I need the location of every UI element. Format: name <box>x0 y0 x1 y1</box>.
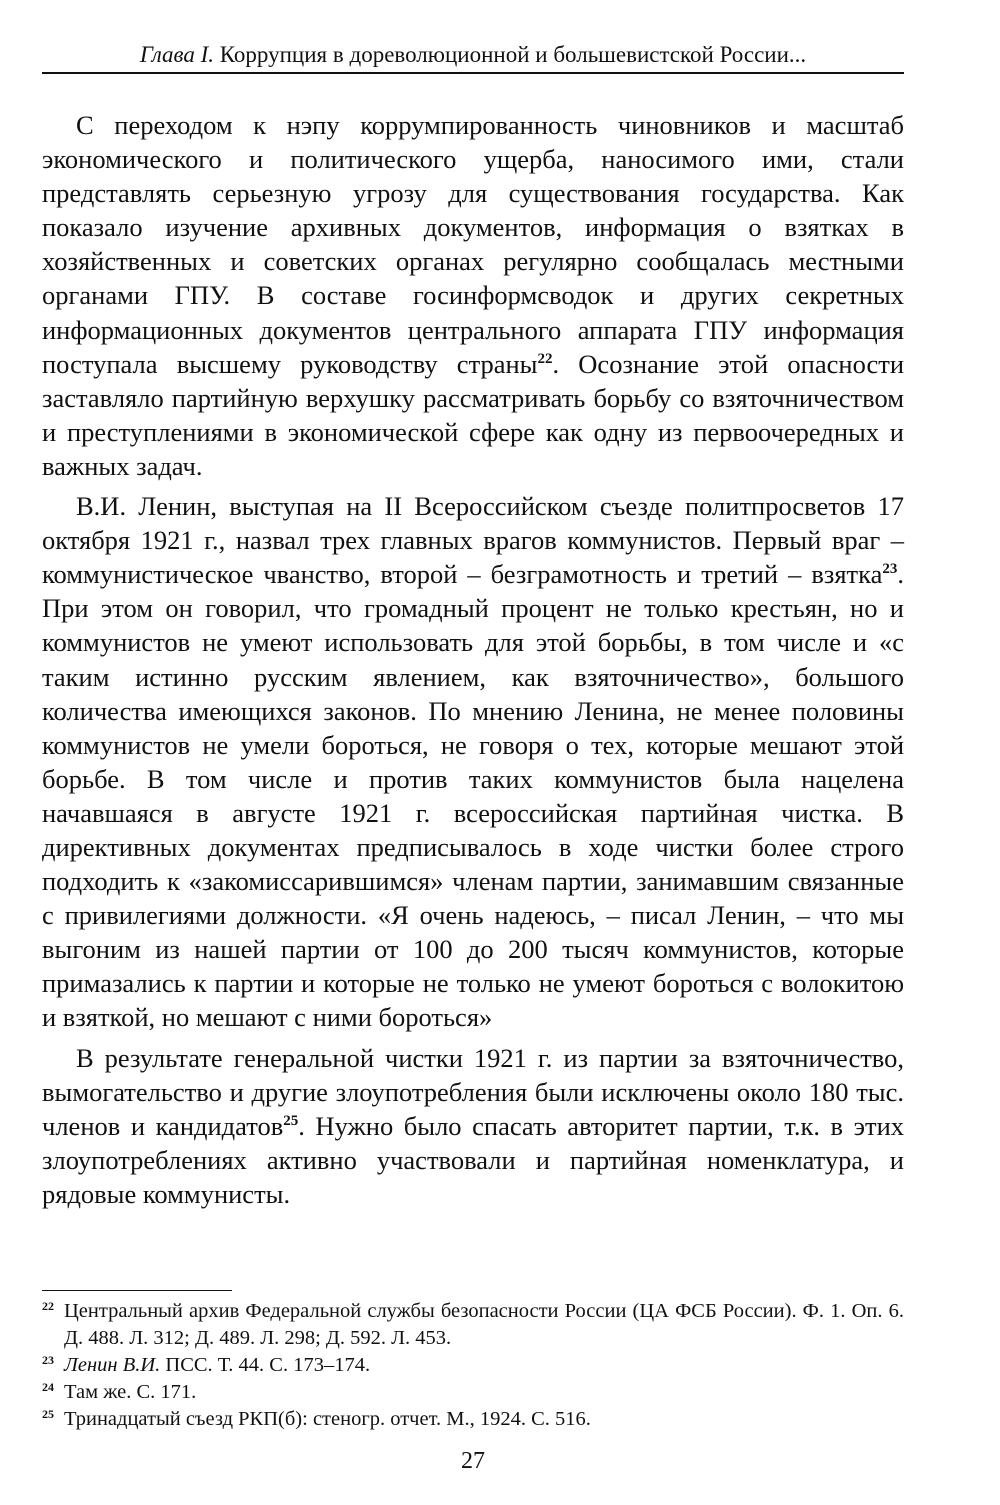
footnote-text: Тринадцатый съезд РКП(б): стеногр. отчет. М., 1924. С. 516. <box>64 1408 591 1430</box>
paragraph <box>42 1041 904 1211</box>
footnote-number: 23 <box>42 1353 54 1367</box>
paragraph <box>42 108 904 483</box>
page-number: 27 <box>461 1448 485 1474</box>
footnote-ref: 22 <box>537 350 553 367</box>
body-text <box>42 108 904 1217</box>
paragraph-text: В результате генеральной чистки 1921 г. из партии за взяточничество, вымогательство и другие злоупотребления были исключены около 180 тыс. членов и кандидатов <box>42 1042 904 1141</box>
footnote-number: 22 <box>42 1299 54 1313</box>
paragraph <box>42 489 904 1035</box>
header-rule <box>42 72 904 74</box>
paragraph-text: . Осознание этой опасности заставляло партийную верхушку рассматривать борьбу со взяточничеством и преступлениями в экономической сфере как одну из первоочередных и важных задач. <box>42 348 904 481</box>
footnote-text: Там же. С. 171. <box>64 1381 197 1403</box>
footnotes <box>42 1298 904 1433</box>
footnote <box>42 1298 904 1352</box>
chapter-title: Коррупция в дореволюционной и большевистской России... <box>219 42 807 67</box>
footnote-ref: 25 <box>283 1112 299 1129</box>
footnote-number: 25 <box>42 1407 54 1421</box>
chapter-label: Глава I. <box>139 42 214 67</box>
footnote-ref: 23 <box>882 561 898 578</box>
footnote-author: Ленин В.И. <box>64 1354 161 1376</box>
footnote-text: Центральный архив Федеральной службы безопасности России (ЦА ФСБ России). Ф. 1. Оп. 6. Д. 488. Л. 312; Д. 489. Л. 298; Д. 592. Л. 453. <box>64 1300 904 1349</box>
paragraph-text: . При этом он говорил, что громадный процент не только крестьян, но и коммунистов не умеют использовать для этой борьбы, в том числе и «с таким истинно русским явлением, как взяточничество», большого количества имеющихся законов. По мнению Ленина, не менее половины коммунистов не умели бороться, не говоря о тех, которые мешают этой борьбе. В том числе и против таких коммунистов была нацелена начавшаяся в августе 1921 г. всероссийская партийная чистка. В директивных документах предписывалось в ходе чистки более строго подходить к «закомиссарившимся» членам партии, занимавшим связанные с привилегиями должности. «Я очень надеюсь, – писал Ленин, – что мы выгоним из нашей партии от 100 до 200 тысяч коммунистов, которые примазались к партии и которые не только не умеют бороться с волокитою и взяткой, но мешают с ними бороться» <box>42 559 904 1033</box>
running-header <box>42 40 904 70</box>
footnote <box>42 1379 904 1406</box>
paragraph-text: В.И. Ленин, выступая на II Всероссийском съезде политпросветов 17 октября 1921 г., назвал трех главных врагов коммунистов. Первый враг – коммунистическое чванство, второй – безграмотность и третий – взятка <box>42 491 904 590</box>
footnote-text: ПСС. Т. 44. С. 173–174. <box>160 1354 371 1376</box>
footnote-rule <box>42 1290 232 1291</box>
footnote <box>42 1352 904 1379</box>
footnote-number: 24 <box>42 1380 54 1394</box>
footnote <box>42 1406 904 1433</box>
paragraph-text: . Нужно было спасать авторитет партии, т.к. в этих злоупотреблениях активно участвовали и партийная номенклатура, и рядовые коммунисты. <box>42 1110 904 1209</box>
paragraph-text: С переходом к нэпу коррумпированность чиновников и масштаб экономического и политического ущерба, наносимого ими, стали представлять серьезную угрозу для существования государства. Как показало изучение архивных документов, информация о взятках в хозяйственных и советских органах регулярно сообщалась местными органами ГПУ. В составе госинформсводок и других секретных информационных документов центрального аппарата ГПУ информация поступала высшему руководству страны <box>42 110 904 379</box>
